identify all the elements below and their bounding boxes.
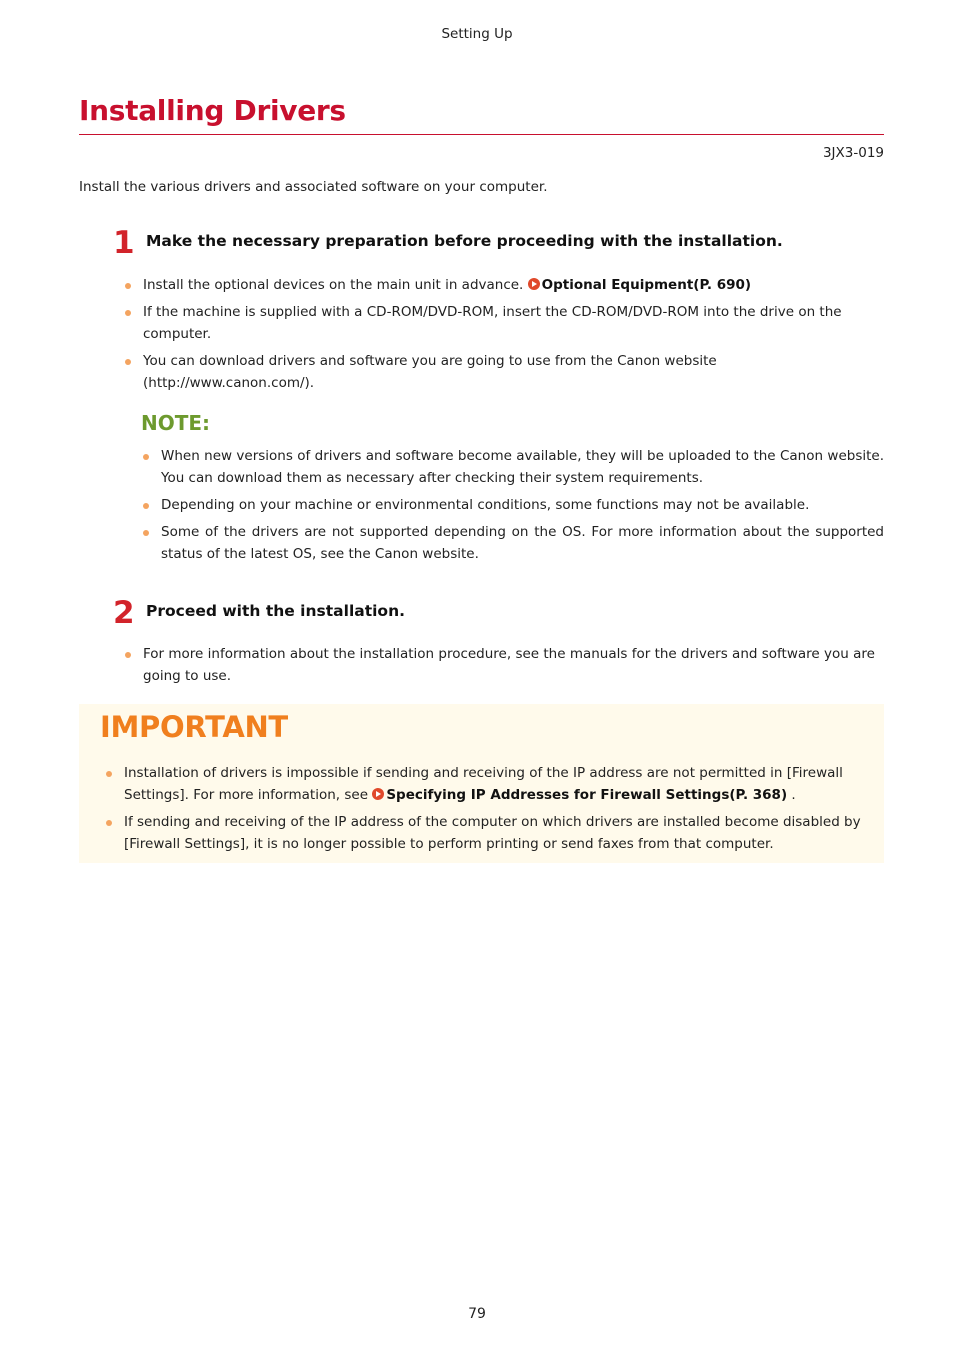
note-bullets <box>143 445 884 570</box>
intro-text: Install the various drivers and associated software on your computer. <box>79 179 548 195</box>
link-label: Specifying IP Addresses for Firewall Settings(P. 368) <box>386 787 788 803</box>
dot-icon <box>125 310 131 316</box>
list-item-text: For more information about the installation procedure, see the manuals for the drivers and software you are going to use. <box>143 646 875 684</box>
list-item-suffix: . <box>787 787 796 803</box>
arrow-circle-right-icon <box>528 278 540 290</box>
step-title: Make the necessary preparation before proceeding with the installation. <box>146 232 783 250</box>
step-2-bullets <box>125 643 884 692</box>
dot-icon <box>106 820 112 826</box>
optional-equipment-link[interactable] <box>528 277 751 293</box>
list-item-text: If sending and receiving of the IP address of the computer on which drivers are installed become disabled by [Firewall Settings], it is no longer possible to perform printing or send faxes from that computer. <box>124 814 861 852</box>
important-heading: IMPORTANT <box>100 710 288 744</box>
note-heading: NOTE: <box>141 411 211 435</box>
link-label: Optional Equipment(P. 690) <box>541 277 752 293</box>
dot-icon <box>125 652 131 658</box>
list-item <box>106 811 866 855</box>
list-item <box>125 301 855 345</box>
list-item-text: Installation of drivers is impossible if sending and receiving of the IP address are not permitted in [Firewall Settings]. For more information, see <box>124 765 843 803</box>
list-item-text: When new versions of drivers and software become available, they will be uploaded to the Canon website. You can download them as necessary after checking their system requirements. <box>161 448 884 486</box>
dot-icon <box>125 359 131 365</box>
dot-icon <box>143 503 149 509</box>
list-item-text: Depending on your machine or environmental conditions, some functions may not be available. <box>161 497 810 513</box>
dot-icon <box>143 454 149 460</box>
list-item <box>125 350 783 394</box>
running-header: Setting Up <box>441 26 513 42</box>
important-box <box>79 704 884 863</box>
important-bullets <box>106 762 866 860</box>
list-item-text: Install the optional devices on the main unit in advance. <box>143 277 524 293</box>
dot-icon <box>143 530 149 536</box>
title-divider <box>79 134 884 135</box>
list-item-text: Some of the drivers are not supported depending on the OS. For more information about the supported status of the latest OS, see the Canon website. <box>161 524 884 562</box>
step-title: Proceed with the installation. <box>146 602 406 620</box>
step-number: 1 <box>113 225 135 261</box>
step-number: 2 <box>113 595 135 631</box>
list-item <box>143 445 884 489</box>
list-item <box>125 643 884 687</box>
page-number: 79 <box>468 1306 486 1322</box>
list-item <box>143 494 884 516</box>
firewall-settings-link[interactable] <box>372 787 787 803</box>
list-item <box>125 274 855 296</box>
dot-icon <box>125 283 131 289</box>
list-item-text: If the machine is supplied with a CD-ROM/DVD-ROM, insert the CD-ROM/DVD-ROM into the drive on the computer. <box>143 304 842 342</box>
dot-icon <box>106 771 112 777</box>
page-title: Installing Drivers <box>79 94 346 127</box>
list-item <box>143 521 884 565</box>
list-item-text: You can download drivers and software you are going to use from the Canon website (http://www.canon.com/). <box>143 353 717 391</box>
arrow-circle-right-icon <box>372 788 384 800</box>
list-item <box>106 762 866 806</box>
step-1-bullets <box>125 274 855 399</box>
document-code: 3JX3-019 <box>822 145 884 161</box>
